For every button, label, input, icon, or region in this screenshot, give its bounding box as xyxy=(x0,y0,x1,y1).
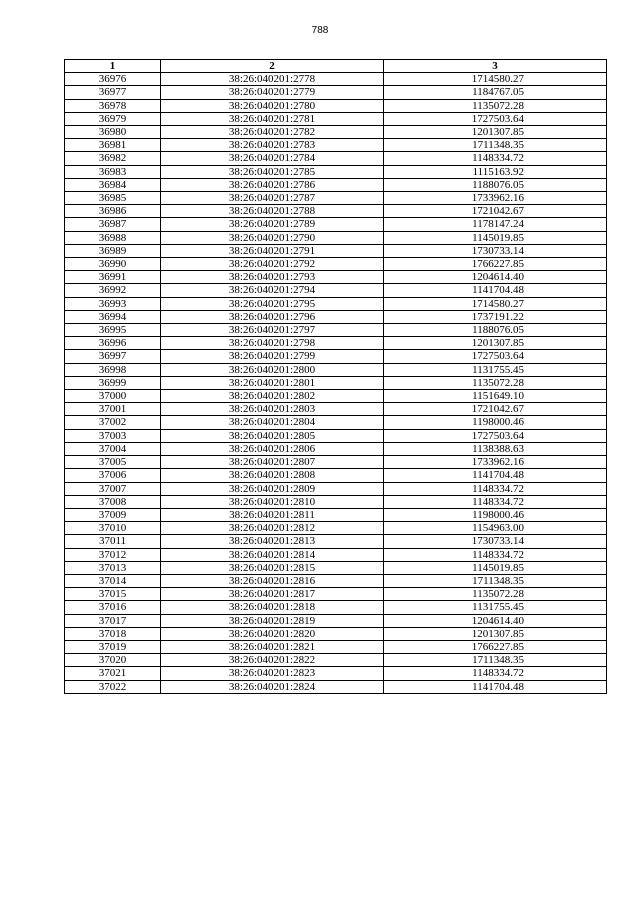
value-cell: 1148334.72 xyxy=(384,548,607,561)
table-row xyxy=(65,363,607,376)
table-row xyxy=(65,218,607,231)
table-row xyxy=(65,588,607,601)
table-row xyxy=(65,244,607,257)
cadastral-number-cell: 38:26:040201:2785 xyxy=(161,165,384,178)
cadastral-number-cell: 38:26:040201:2805 xyxy=(161,429,384,442)
cadastral-number-cell: 38:26:040201:2787 xyxy=(161,192,384,205)
value-cell: 1188076.05 xyxy=(384,178,607,191)
row-number-cell: 37002 xyxy=(65,416,161,429)
table-row xyxy=(65,178,607,191)
value-cell: 1141704.48 xyxy=(384,284,607,297)
value-cell: 1711348.35 xyxy=(384,574,607,587)
value-cell: 1178147.24 xyxy=(384,218,607,231)
row-number-cell: 37022 xyxy=(65,680,161,693)
value-cell: 1204614.40 xyxy=(384,614,607,627)
row-number-cell: 37018 xyxy=(65,627,161,640)
table-row xyxy=(65,548,607,561)
value-cell: 1714580.27 xyxy=(384,297,607,310)
registry-table xyxy=(64,59,607,694)
value-cell: 1148334.72 xyxy=(384,495,607,508)
table-row xyxy=(65,231,607,244)
table-row xyxy=(65,284,607,297)
table-row xyxy=(65,522,607,535)
table-row xyxy=(65,205,607,218)
row-number-cell: 36989 xyxy=(65,244,161,257)
table-row xyxy=(65,337,607,350)
cadastral-number-cell: 38:26:040201:2796 xyxy=(161,310,384,323)
cadastral-number-cell: 38:26:040201:2807 xyxy=(161,456,384,469)
row-number-cell: 36998 xyxy=(65,363,161,376)
cadastral-number-cell: 38:26:040201:2822 xyxy=(161,654,384,667)
row-number-cell: 36987 xyxy=(65,218,161,231)
row-number-cell: 37019 xyxy=(65,640,161,653)
table-row xyxy=(65,614,607,627)
row-number-cell: 36978 xyxy=(65,99,161,112)
cadastral-number-cell: 38:26:040201:2813 xyxy=(161,535,384,548)
row-number-cell: 36993 xyxy=(65,297,161,310)
value-cell: 1198000.46 xyxy=(384,508,607,521)
table-row xyxy=(65,667,607,680)
table-row xyxy=(65,376,607,389)
row-number-cell: 36997 xyxy=(65,350,161,363)
cadastral-number-cell: 38:26:040201:2815 xyxy=(161,561,384,574)
value-cell: 1733962.16 xyxy=(384,192,607,205)
cadastral-number-cell: 38:26:040201:2780 xyxy=(161,99,384,112)
value-cell: 1135072.28 xyxy=(384,99,607,112)
cadastral-number-cell: 38:26:040201:2788 xyxy=(161,205,384,218)
cadastral-number-cell: 38:26:040201:2792 xyxy=(161,258,384,271)
table-row xyxy=(65,99,607,112)
row-number-cell: 36996 xyxy=(65,337,161,350)
table-row xyxy=(65,258,607,271)
table-row xyxy=(65,112,607,125)
cadastral-number-cell: 38:26:040201:2809 xyxy=(161,482,384,495)
row-number-cell: 37020 xyxy=(65,654,161,667)
table-row xyxy=(65,535,607,548)
value-cell: 1721042.67 xyxy=(384,403,607,416)
table-body xyxy=(65,73,607,694)
cadastral-number-cell: 38:26:040201:2794 xyxy=(161,284,384,297)
value-cell: 1766227.85 xyxy=(384,640,607,653)
value-cell: 1135072.28 xyxy=(384,376,607,389)
table-row xyxy=(65,310,607,323)
value-cell: 1145019.85 xyxy=(384,231,607,244)
cadastral-number-cell: 38:26:040201:2803 xyxy=(161,403,384,416)
cadastral-number-cell: 38:26:040201:2816 xyxy=(161,574,384,587)
value-cell: 1188076.05 xyxy=(384,324,607,337)
cadastral-number-cell: 38:26:040201:2783 xyxy=(161,139,384,152)
row-number-cell: 37005 xyxy=(65,456,161,469)
cadastral-number-cell: 38:26:040201:2801 xyxy=(161,376,384,389)
cadastral-number-cell: 38:26:040201:2806 xyxy=(161,442,384,455)
table-row xyxy=(65,680,607,693)
table-row xyxy=(65,429,607,442)
cadastral-number-cell: 38:26:040201:2820 xyxy=(161,627,384,640)
cadastral-number-cell: 38:26:040201:2817 xyxy=(161,588,384,601)
value-cell: 1711348.35 xyxy=(384,139,607,152)
value-cell: 1730733.14 xyxy=(384,535,607,548)
row-number-cell: 37016 xyxy=(65,601,161,614)
table-row xyxy=(65,508,607,521)
cadastral-number-cell: 38:26:040201:2808 xyxy=(161,469,384,482)
row-number-cell: 36981 xyxy=(65,139,161,152)
cadastral-number-cell: 38:26:040201:2790 xyxy=(161,231,384,244)
value-cell: 1184767.05 xyxy=(384,86,607,99)
value-cell: 1714580.27 xyxy=(384,73,607,86)
value-cell: 1135072.28 xyxy=(384,588,607,601)
cadastral-number-cell: 38:26:040201:2802 xyxy=(161,390,384,403)
table-row xyxy=(65,324,607,337)
value-cell: 1201307.85 xyxy=(384,126,607,139)
table-row xyxy=(65,482,607,495)
row-number-cell: 37010 xyxy=(65,522,161,535)
table-row xyxy=(65,416,607,429)
table-row xyxy=(65,297,607,310)
table-row xyxy=(65,152,607,165)
cadastral-number-cell: 38:26:040201:2797 xyxy=(161,324,384,337)
value-cell: 1141704.48 xyxy=(384,680,607,693)
row-number-cell: 36988 xyxy=(65,231,161,244)
value-cell: 1145019.85 xyxy=(384,561,607,574)
row-number-cell: 37011 xyxy=(65,535,161,548)
value-cell: 1201307.85 xyxy=(384,337,607,350)
row-number-cell: 37008 xyxy=(65,495,161,508)
cadastral-number-cell: 38:26:040201:2804 xyxy=(161,416,384,429)
value-cell: 1727503.64 xyxy=(384,350,607,363)
table-row xyxy=(65,350,607,363)
row-number-cell: 37012 xyxy=(65,548,161,561)
row-number-cell: 37013 xyxy=(65,561,161,574)
table-row xyxy=(65,627,607,640)
table-row xyxy=(65,574,607,587)
row-number-cell: 36979 xyxy=(65,112,161,125)
cadastral-number-cell: 38:26:040201:2784 xyxy=(161,152,384,165)
value-cell: 1141704.48 xyxy=(384,469,607,482)
header-col-2: 2 xyxy=(161,60,384,73)
row-number-cell: 37007 xyxy=(65,482,161,495)
row-number-cell: 37006 xyxy=(65,469,161,482)
table-row xyxy=(65,601,607,614)
value-cell: 1115163.92 xyxy=(384,165,607,178)
value-cell: 1721042.67 xyxy=(384,205,607,218)
cadastral-number-cell: 38:26:040201:2779 xyxy=(161,86,384,99)
value-cell: 1148334.72 xyxy=(384,482,607,495)
table-row xyxy=(65,495,607,508)
cadastral-number-cell: 38:26:040201:2811 xyxy=(161,508,384,521)
row-number-cell: 36995 xyxy=(65,324,161,337)
table-row xyxy=(65,654,607,667)
cadastral-number-cell: 38:26:040201:2812 xyxy=(161,522,384,535)
cadastral-number-cell: 38:26:040201:2814 xyxy=(161,548,384,561)
cadastral-number-cell: 38:26:040201:2798 xyxy=(161,337,384,350)
row-number-cell: 36985 xyxy=(65,192,161,205)
row-number-cell: 37017 xyxy=(65,614,161,627)
cadastral-number-cell: 38:26:040201:2791 xyxy=(161,244,384,257)
value-cell: 1727503.64 xyxy=(384,429,607,442)
row-number-cell: 37003 xyxy=(65,429,161,442)
cadastral-number-cell: 38:26:040201:2823 xyxy=(161,667,384,680)
table-row xyxy=(65,403,607,416)
value-cell: 1198000.46 xyxy=(384,416,607,429)
table-row xyxy=(65,640,607,653)
row-number-cell: 36990 xyxy=(65,258,161,271)
row-number-cell: 36976 xyxy=(65,73,161,86)
page-number: 788 xyxy=(311,25,329,36)
value-cell: 1151649.10 xyxy=(384,390,607,403)
row-number-cell: 36986 xyxy=(65,205,161,218)
value-cell: 1148334.72 xyxy=(384,667,607,680)
cadastral-number-cell: 38:26:040201:2786 xyxy=(161,178,384,191)
header-col-3: 3 xyxy=(384,60,607,73)
cadastral-number-cell: 38:26:040201:2800 xyxy=(161,363,384,376)
table-row xyxy=(65,192,607,205)
row-number-cell: 37009 xyxy=(65,508,161,521)
table-row xyxy=(65,165,607,178)
value-cell: 1154963.00 xyxy=(384,522,607,535)
row-number-cell: 36994 xyxy=(65,310,161,323)
row-number-cell: 37021 xyxy=(65,667,161,680)
value-cell: 1131755.45 xyxy=(384,601,607,614)
cadastral-number-cell: 38:26:040201:2810 xyxy=(161,495,384,508)
row-number-cell: 36992 xyxy=(65,284,161,297)
table-header xyxy=(65,60,607,73)
header-row xyxy=(65,60,607,73)
header-col-1: 1 xyxy=(65,60,161,73)
row-number-cell: 36991 xyxy=(65,271,161,284)
value-cell: 1201307.85 xyxy=(384,627,607,640)
table-row xyxy=(65,73,607,86)
table-row xyxy=(65,86,607,99)
cadastral-number-cell: 38:26:040201:2793 xyxy=(161,271,384,284)
row-number-cell: 36980 xyxy=(65,126,161,139)
cadastral-number-cell: 38:26:040201:2799 xyxy=(161,350,384,363)
table-row xyxy=(65,442,607,455)
cadastral-number-cell: 38:26:040201:2778 xyxy=(161,73,384,86)
table-row xyxy=(65,561,607,574)
value-cell: 1204614.40 xyxy=(384,271,607,284)
value-cell: 1711348.35 xyxy=(384,654,607,667)
value-cell: 1730733.14 xyxy=(384,244,607,257)
cadastral-number-cell: 38:26:040201:2818 xyxy=(161,601,384,614)
row-number-cell: 37014 xyxy=(65,574,161,587)
cadastral-number-cell: 38:26:040201:2821 xyxy=(161,640,384,653)
cadastral-number-cell: 38:26:040201:2782 xyxy=(161,126,384,139)
value-cell: 1766227.85 xyxy=(384,258,607,271)
row-number-cell: 37001 xyxy=(65,403,161,416)
row-number-cell: 36977 xyxy=(65,86,161,99)
row-number-cell: 36984 xyxy=(65,178,161,191)
table-row xyxy=(65,139,607,152)
value-cell: 1148334.72 xyxy=(384,152,607,165)
cadastral-number-cell: 38:26:040201:2789 xyxy=(161,218,384,231)
value-cell: 1737191.22 xyxy=(384,310,607,323)
table-row xyxy=(65,390,607,403)
row-number-cell: 36982 xyxy=(65,152,161,165)
cadastral-number-cell: 38:26:040201:2824 xyxy=(161,680,384,693)
cadastral-number-cell: 38:26:040201:2819 xyxy=(161,614,384,627)
table-row xyxy=(65,271,607,284)
row-number-cell: 37015 xyxy=(65,588,161,601)
table-row xyxy=(65,126,607,139)
row-number-cell: 37000 xyxy=(65,390,161,403)
cadastral-number-cell: 38:26:040201:2781 xyxy=(161,112,384,125)
value-cell: 1727503.64 xyxy=(384,112,607,125)
table-row xyxy=(65,456,607,469)
cadastral-number-cell: 38:26:040201:2795 xyxy=(161,297,384,310)
value-cell: 1131755.45 xyxy=(384,363,607,376)
value-cell: 1733962.16 xyxy=(384,456,607,469)
row-number-cell: 37004 xyxy=(65,442,161,455)
value-cell: 1138388.63 xyxy=(384,442,607,455)
row-number-cell: 36999 xyxy=(65,376,161,389)
row-number-cell: 36983 xyxy=(65,165,161,178)
table-row xyxy=(65,469,607,482)
